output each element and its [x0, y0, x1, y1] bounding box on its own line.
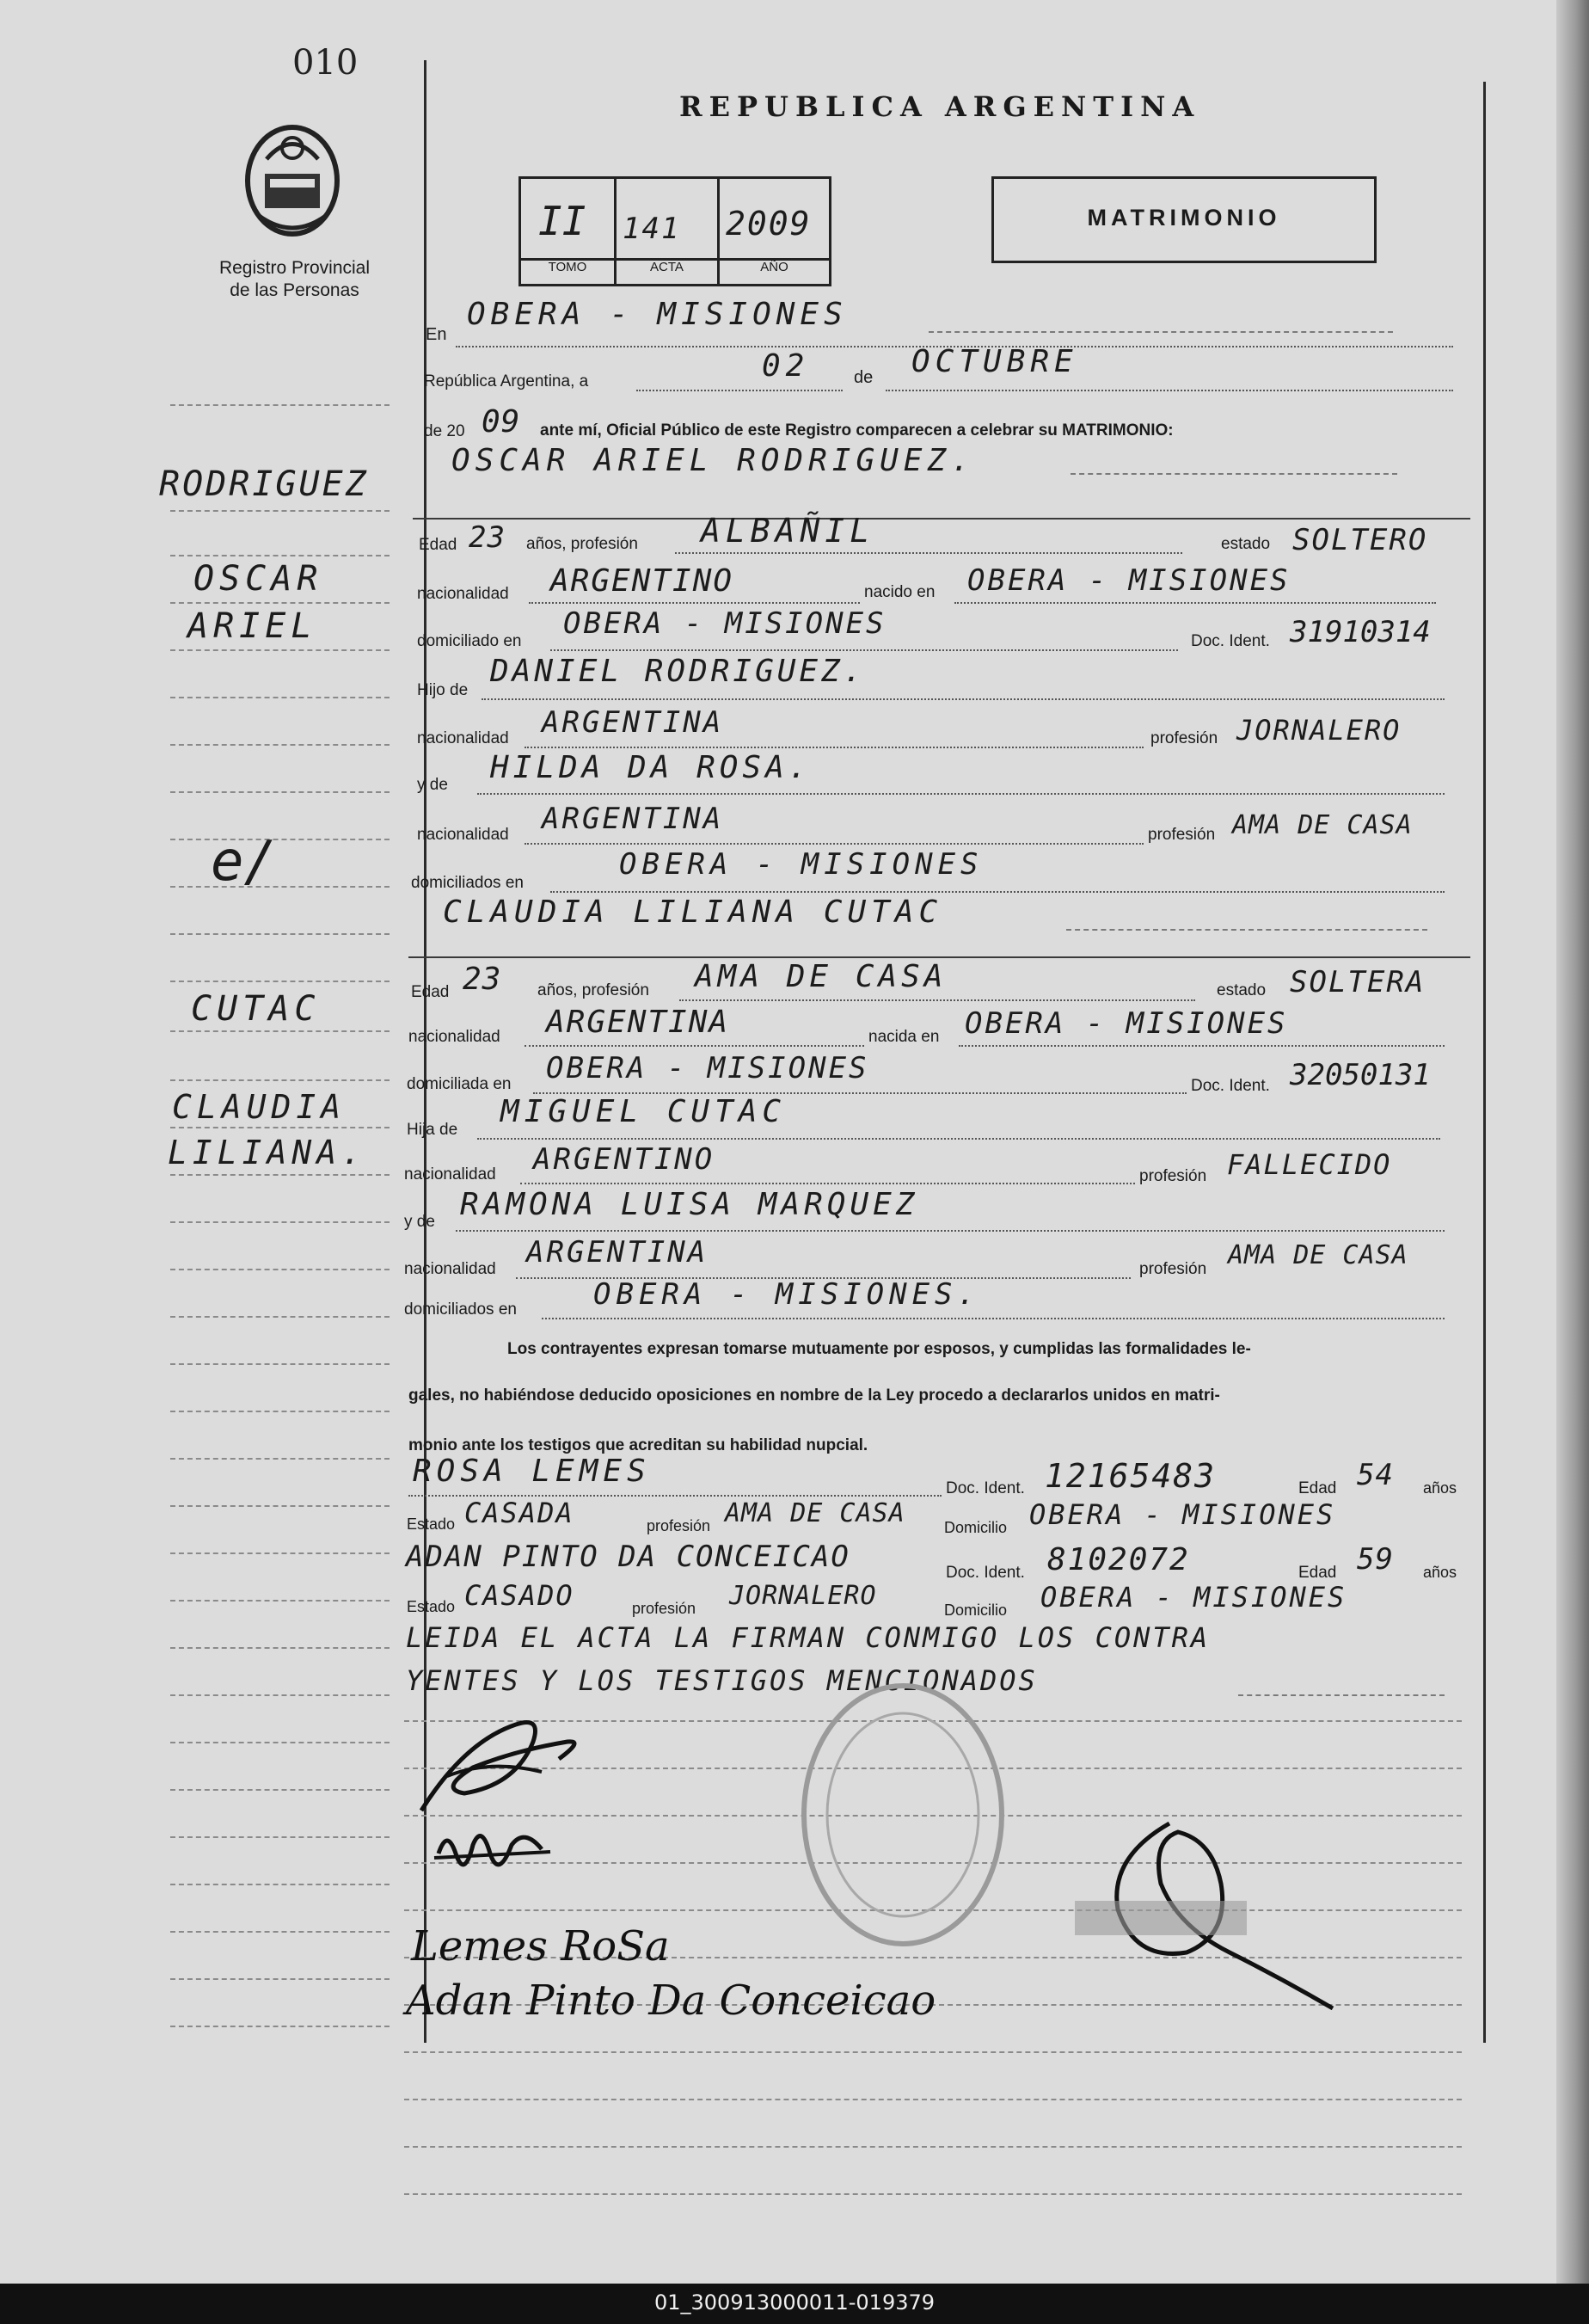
- witness1-anos-label: años: [1423, 1479, 1457, 1497]
- groom-nacido: OBERA - MISIONES: [967, 563, 1291, 598]
- witness1-name: ROSA LEMES: [413, 1454, 651, 1489]
- witness2-doc-label: Doc. Ident.: [946, 1564, 1025, 1582]
- day-value: 02: [762, 348, 810, 384]
- right-vertical-rule: [1483, 82, 1486, 2043]
- groom-father-prof-label: profesión: [1150, 729, 1218, 747]
- groom-mother-nac-label: nacionalidad: [417, 826, 509, 844]
- groom-domiciliado-label: domiciliado en: [417, 632, 522, 650]
- groom-father-nac-label: nacionalidad: [417, 729, 509, 747]
- en-value: OBERA - MISIONES: [467, 297, 848, 332]
- acta-label: ACTA: [650, 260, 684, 274]
- groom-hijo-label: Hijo de: [417, 681, 469, 699]
- witness1-profesion: AMA DE CASA: [725, 1498, 905, 1528]
- witness2-name: ADAN PINTO DA CONCEICAO: [406, 1540, 850, 1574]
- witness1-estado: CASADA: [464, 1497, 574, 1529]
- bride-nacionalidad: ARGENTINA: [546, 1005, 730, 1040]
- groom-parents-dom-label: domiciliados en: [411, 874, 524, 892]
- witness1-edad: 54: [1357, 1458, 1394, 1492]
- witness1-signature: Lemes RoSa: [411, 1922, 670, 1970]
- bride-mother-nac: ARGENTINA: [526, 1235, 709, 1270]
- groom-profesion: ALBAÑIL: [701, 512, 875, 550]
- witness2-edad: 59: [1357, 1542, 1394, 1577]
- comparecen-text: ante mí, Oficial Público de este Registro comparecen a celebrar su MATRIMONIO:: [540, 421, 1174, 440]
- witness2-estado-label: Estado: [407, 1598, 456, 1615]
- groom-doc: 31910314: [1290, 615, 1431, 649]
- groom-edad: 23: [469, 520, 506, 555]
- groom-mother-prof: AMA DE CASA: [1232, 810, 1413, 840]
- year-prefix: de 20: [424, 422, 465, 440]
- groom-yde-label: y de: [417, 776, 448, 794]
- groom-signature-icon: [413, 1707, 602, 1819]
- margin-bride-given-1: CLAUDIA: [172, 1088, 347, 1126]
- tomo-label: TOMO: [548, 260, 587, 274]
- groom-nacionalidad: ARGENTINO: [550, 563, 734, 599]
- witness2-profesion: JORNALERO: [729, 1581, 877, 1611]
- witness2-edad-label: Edad: [1298, 1564, 1337, 1582]
- bride-estado: SOLTERA: [1290, 965, 1426, 999]
- provincial-seal-icon: [232, 112, 353, 241]
- footer-bar: [0, 2284, 1589, 2324]
- groom-name: OSCAR ARIEL RODRIGUEZ.: [451, 443, 975, 478]
- witness1-domicilio-label: Domicilio: [944, 1519, 1008, 1536]
- bride-signature-icon: [430, 1819, 559, 1888]
- footer-id: 01_300913000011-019379: [653, 2290, 936, 2315]
- republica-label: República Argentina, a: [424, 372, 589, 390]
- bride-nacionalidad-label: nacionalidad: [408, 1028, 500, 1046]
- groom-domiciliado: OBERA - MISIONES: [563, 606, 887, 641]
- official-stamp-icon: [791, 1677, 1015, 1952]
- witness1-domicilio: OBERA - MISIONES: [1029, 1498, 1336, 1531]
- groom-estado: SOLTERO: [1292, 523, 1428, 557]
- bride-estado-label: estado: [1217, 981, 1267, 999]
- de-label: de: [854, 368, 874, 387]
- bride-profesion: AMA DE CASA: [695, 959, 948, 994]
- witness1-edad-label: Edad: [1298, 1479, 1337, 1497]
- witness1-estado-label: Estado: [407, 1516, 456, 1533]
- acta-value: 141: [623, 212, 681, 246]
- witness2-domicilio-label: Domicilio: [944, 1602, 1008, 1619]
- witness2-estado: CASADO: [464, 1579, 574, 1612]
- bride-parents-dom: OBERA - MISIONES.: [593, 1277, 980, 1312]
- legal-text-line2: gales, no habiéndose deducido oposiciones en nombre de la Ley procedo a declararlos unidos en matri-: [408, 1386, 1220, 1405]
- bride-nacida-label: nacida en: [868, 1028, 940, 1046]
- bride-father-nac: ARGENTINO: [533, 1142, 715, 1177]
- record-box: [518, 176, 831, 286]
- country-header: REPUBLICA ARGENTINA: [679, 90, 1201, 123]
- groom-father-prof: JORNALERO: [1236, 714, 1402, 747]
- bride-mother-prof-label: profesión: [1139, 1260, 1207, 1278]
- bride-father-nac-label: nacionalidad: [404, 1165, 496, 1184]
- groom-nacido-label: nacido en: [864, 583, 936, 601]
- bride-hija-label: Hija de: [407, 1121, 458, 1139]
- closing-line1: LEIDA EL ACTA LA FIRMAN CONMIGO LOS CONTRA: [406, 1621, 1211, 1654]
- groom-edad-label: Edad: [419, 536, 457, 554]
- en-label: En: [426, 325, 447, 344]
- witness1-profesion-label: profesión: [647, 1517, 711, 1534]
- witness2-anos-label: años: [1423, 1564, 1457, 1581]
- page-edge: [1556, 0, 1589, 2284]
- record-type-box: [991, 176, 1377, 263]
- tomo-value: II: [538, 198, 586, 244]
- margin-groom-surname: RODRIGUEZ: [159, 464, 369, 504]
- witness2-signature: Adan Pinto Da Conceicao: [406, 1977, 936, 2025]
- bride-doc-label: Doc. Ident.: [1191, 1077, 1270, 1095]
- witness1-doc: 12165483: [1045, 1457, 1217, 1495]
- groom-estado-label: estado: [1221, 535, 1271, 553]
- month-value: OCTUBRE: [911, 344, 1078, 379]
- bride-mother-nac-label: nacionalidad: [404, 1260, 496, 1278]
- bride-mother-prof: AMA DE CASA: [1228, 1240, 1408, 1270]
- bride-domiciliada-label: domiciliada en: [407, 1075, 512, 1093]
- legal-text-line1: Los contrayentes expresan tomarse mutuamente por esposos, y cumplidas las formalidades le-: [507, 1340, 1251, 1358]
- margin-groom-given-1: OSCAR: [193, 559, 323, 599]
- groom-profesion-label: años, profesión: [526, 535, 638, 553]
- bride-edad-label: Edad: [411, 983, 450, 1001]
- margin-conjunction: e/: [211, 830, 278, 894]
- groom-doc-label: Doc. Ident.: [1191, 632, 1270, 650]
- ano-value: 2009: [726, 205, 812, 243]
- groom-mother-nac: ARGENTINA: [542, 802, 724, 836]
- registry-name-line2: de las Personas: [230, 280, 359, 300]
- groom-father-nac: ARGENTINA: [542, 705, 724, 740]
- groom-nacionalidad-label: nacionalidad: [417, 585, 509, 603]
- witness2-domicilio: OBERA - MISIONES: [1040, 1581, 1347, 1614]
- witness1-doc-label: Doc. Ident.: [946, 1479, 1025, 1497]
- bride-mother: RAMONA LUISA MARQUEZ: [460, 1187, 919, 1222]
- margin-bride-given-2: LILIANA.: [168, 1134, 367, 1171]
- legal-text-line3: monio ante los testigos que acreditan su habilidad nupcial.: [408, 1436, 868, 1454]
- year-suffix: 09: [482, 404, 521, 440]
- bride-father-prof-label: profesión: [1139, 1167, 1207, 1185]
- bride-name: CLAUDIA LILIANA CUTAC: [443, 895, 943, 930]
- groom-mother-prof-label: profesión: [1148, 826, 1216, 844]
- margin-groom-given-2: ARIEL: [187, 606, 317, 646]
- bride-doc: 32050131: [1290, 1058, 1431, 1092]
- bride-yde-label: y de: [404, 1213, 435, 1231]
- bride-father: MIGUEL CUTAC: [500, 1094, 787, 1129]
- closing-line2: YENTES Y LOS TESTIGOS MENCIONADOS: [406, 1664, 1038, 1697]
- margin-bride-surname: CUTAC: [191, 989, 321, 1029]
- bride-nacida: OBERA - MISIONES: [965, 1006, 1288, 1041]
- witness2-profesion-label: profesión: [632, 1600, 696, 1617]
- page-number: 010: [292, 43, 359, 83]
- faint-stamp-block: [1075, 1901, 1247, 1935]
- bride-father-prof: FALLECIDO: [1227, 1148, 1392, 1181]
- groom-mother: HILDA DA ROSA.: [490, 750, 812, 785]
- bride-profesion-label: años, profesión: [537, 981, 649, 999]
- bride-edad: 23: [463, 962, 502, 997]
- record-type: MATRIMONIO: [1087, 205, 1281, 231]
- bride-domiciliada: OBERA - MISIONES: [546, 1051, 869, 1085]
- bride-parents-dom-label: domiciliados en: [404, 1300, 517, 1319]
- groom-father: DANIEL RODRIGUEZ.: [490, 654, 866, 689]
- groom-parents-dom: OBERA - MISIONES: [619, 847, 984, 882]
- witness2-doc: 8102072: [1047, 1542, 1190, 1577]
- ano-label: AÑO: [760, 260, 788, 274]
- registry-name-line1: Registro Provincial: [218, 258, 371, 278]
